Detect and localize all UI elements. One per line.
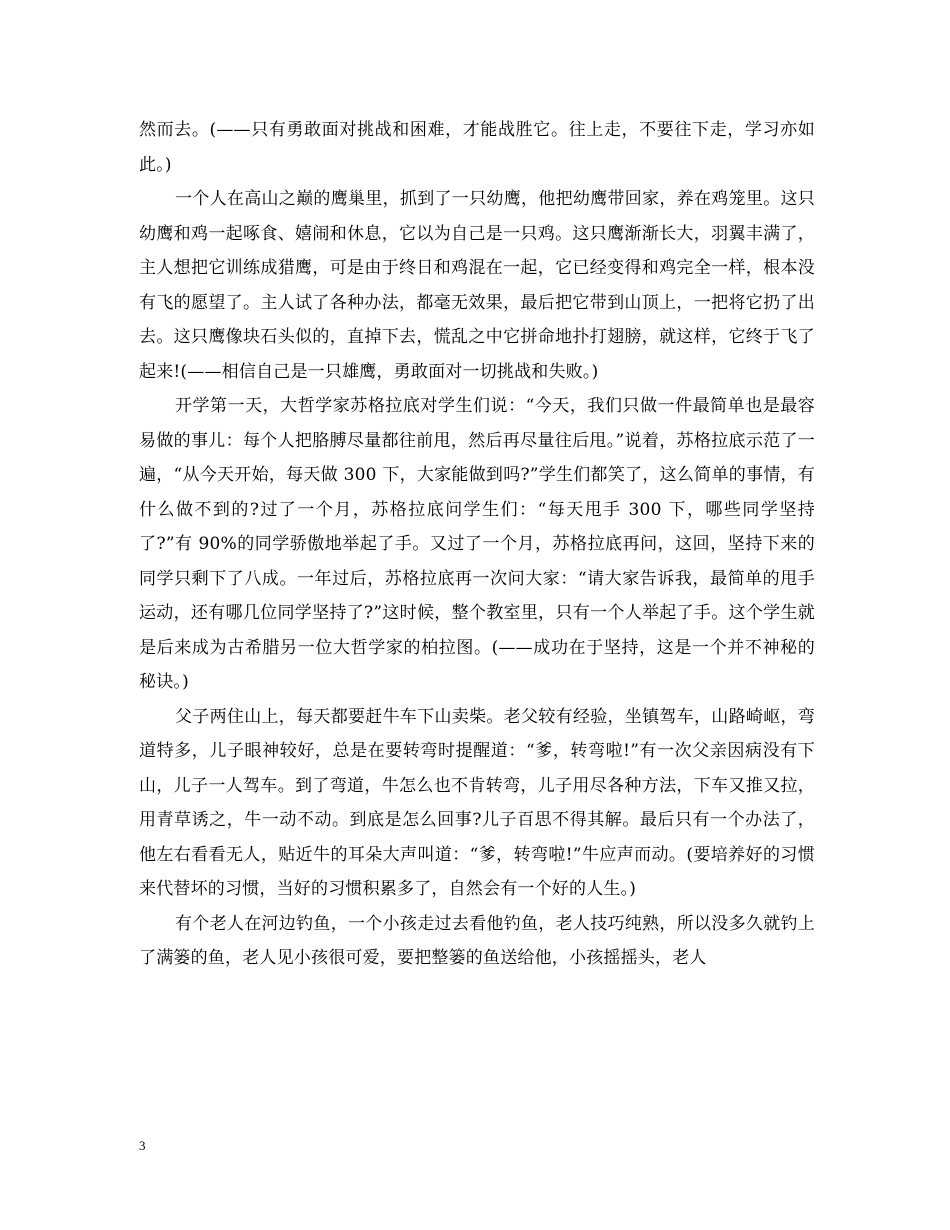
document-body bbox=[139, 113, 815, 976]
paragraph-2: 一个人在高山之巅的鹰巢里，抓到了一只幼鹰，他把幼鹰带回家，养在鸡笼里。这只幼鹰和鸡一起啄食、嬉闹和休息，它以为自己是一只鸡。这只鹰渐渐长大，羽翼丰满了，主人想把它训练成猎鹰，可是由于终日和鸡混在一起，它已经变得和鸡完全一样，根本没有飞的愿望了。主人试了各种办法，都毫无效果，最后把它带到山顶上，一把将它扔了出去。这只鹰像块石头似的，直掉下去，慌乱之中它拼命地扑打翅膀，就这样，它终于飞了起来!(——相信自己是一只雄鹰，勇敢面对一切挑战和失败。) bbox=[139, 189, 815, 382]
paragraph-4: 父子两住山上，每天都要赶牛车下山卖柴。老父较有经验，坐镇驾车，山路崎岖，弯道特多，儿子眼神较好，总是在要转弯时提醒道：“爹，转弯啦!”有一次父亲因病没有下山，儿子一人驾车。到了弯道，牛怎么也不肯转弯，儿子用尽各种方法，下车又推又拉，用青草诱之，牛一动不动。到底是怎么回事?儿子百思不得其解。最后只有一个办法了，他左右看看无人，贴近牛的耳朵大声叫道：“爹，转弯啦!”牛应声而动。(要培养好的习惯来代替坏的习惯，当好的习惯积累多了，自然会有一个好的人生。) bbox=[139, 706, 815, 899]
page-number: 3 bbox=[139, 1138, 146, 1153]
paragraph-1: 然而去。(——只有勇敢面对挑战和困难，才能战胜它。往上走，不要往下走，学习亦如此。) bbox=[139, 120, 815, 175]
paragraph-5: 有个老人在河边钓鱼，一个小孩走过去看他钓鱼，老人技巧纯熟，所以没多久就钓上了满篓的鱼，老人见小孩很可爱，要把整篓的鱼送给他，小孩摇摇头，老人 bbox=[139, 913, 815, 968]
paragraph-3: 开学第一天，大哲学家苏格拉底对学生们说：“今天，我们只做一件最简单也是最容易做的事儿：每个人把胳膊尽量都往前甩，然后再尽量往后甩。”说着，苏格拉底示范了一遍，“从今天开始，每天做 300 下，大家能做到吗?”学生们都笑了，这么简单的事情，有什么做不到的?过了一个月，苏格拉底问学生们：“每天甩手 300 下，哪些同学坚持了?”有 90%的同学骄傲地举起了手。又过了一个月，苏格拉底再问，这回，坚持下来的同学只剩下了八成。一年过后，苏格拉底再一次问大家：“请大家告诉我，最简单的甩手运动，还有哪几位同学坚持了?”这时候，整个教室里，只有一个人举起了手。这个学生就是后来成为古希腊另一位大哲学家的柏拉图。(——成功在于坚持，这是一个并不神秘的秘诀。) bbox=[139, 396, 815, 692]
